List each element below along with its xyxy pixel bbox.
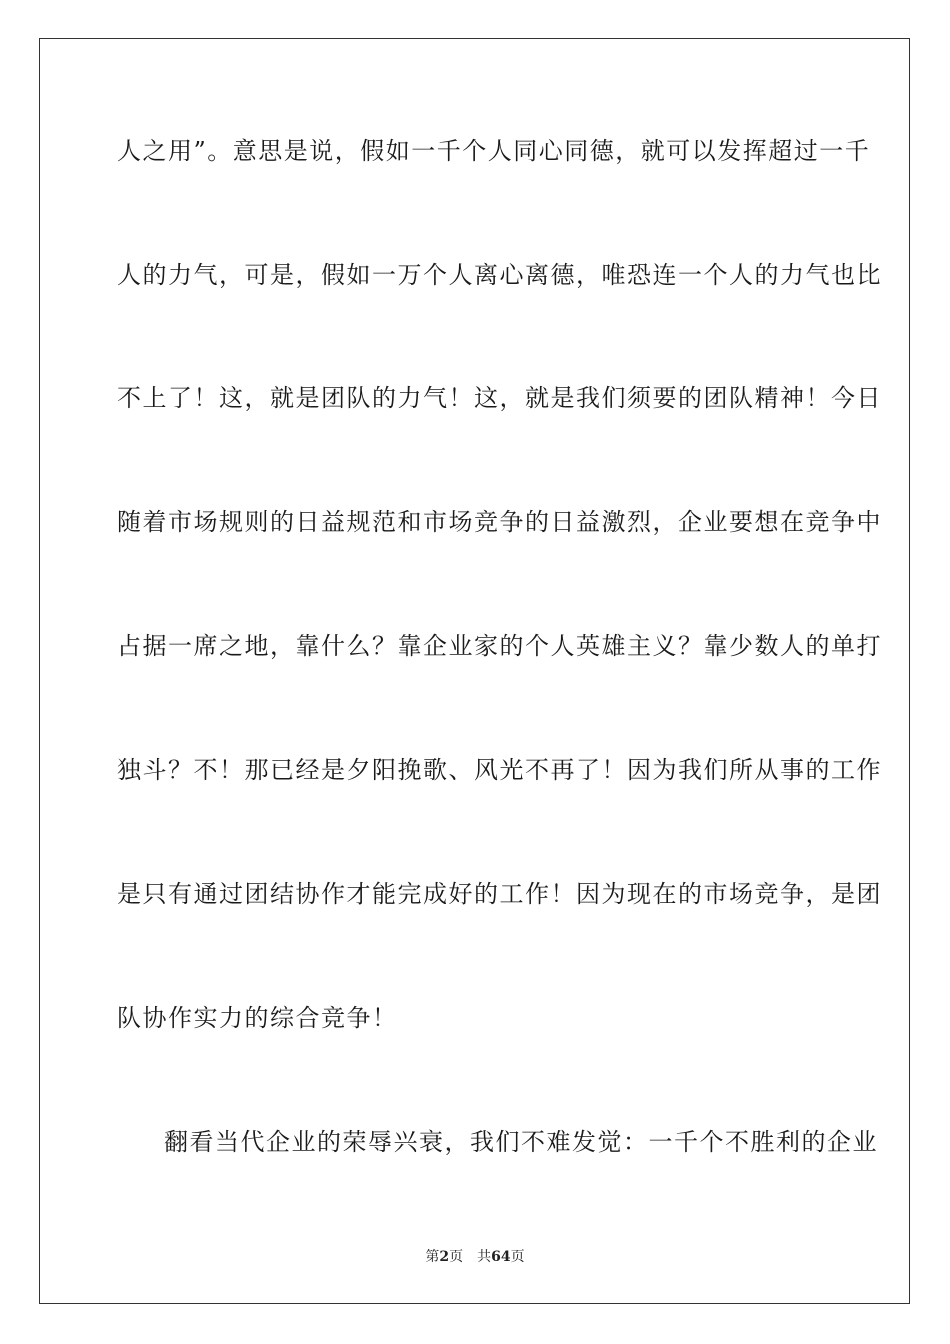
footer-total-pages: 64 (491, 1249, 511, 1265)
paragraph-line: 随着市场规则的日益规范和市场竞争的日益激烈，企业要想在竞争中 (117, 508, 882, 536)
footer-page-suffix: 页 (449, 1249, 464, 1265)
page-footer (0, 1248, 950, 1266)
paragraph-first-line: 翻看当代企业的荣辱兴衰，我们不难发觉：一千个不胜利的企业 (164, 1128, 878, 1156)
paragraph-line: 是只有通过团结协作才能完成好的工作！因为现在的市场竞争，是团 (117, 880, 882, 908)
footer-total-suffix: 页 (510, 1249, 525, 1265)
paragraph-line: 人之用”。意思是说，假如一千个人同心同德，就可以发挥超过一千 (117, 137, 871, 165)
footer-page-number: 2 (439, 1249, 450, 1265)
page-border (39, 38, 910, 1304)
paragraph-line: 独斗？不！那已经是夕阳挽歌、风光不再了！因为我们所从事的工作 (117, 756, 882, 784)
paragraph-line: 不上了！这，就是团队的力气！这，就是我们须要的团队精神！今日 (117, 384, 882, 412)
paragraph-line: 队协作实力的综合竞争！ (117, 1004, 398, 1032)
footer-page-prefix: 第 (425, 1249, 440, 1265)
footer-total-prefix: 共 (477, 1249, 492, 1265)
paragraph-line: 占据一席之地，靠什么？靠企业家的个人英雄主义？靠少数人的单打 (117, 632, 882, 660)
paragraph-line: 人的力气，可是，假如一万个人离心离德，唯恐连一个人的力气也比 (117, 261, 882, 289)
